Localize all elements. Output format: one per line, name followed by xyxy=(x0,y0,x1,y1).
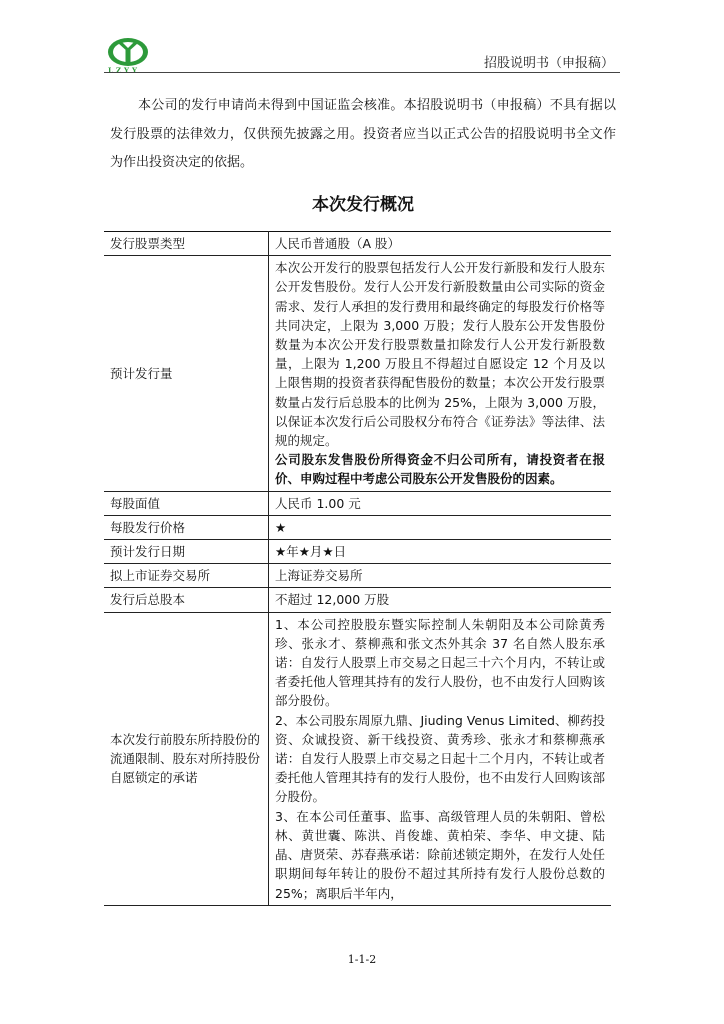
row-label: 每股发行价格 xyxy=(104,515,269,539)
issue-volume-text: 本次公开发行的股票包括发行人公开发行新股和发行人股东公开发售股份。发行人公开发行新股数量由公司实际的资金需求、发行人承担的发行费用和最终确定的每股发行价格等共同决定，上限为 3,000 万股；发行人股东公开发售股份数量为本次公开发行股票数量扣除发行人公开发行新股数量，上限为 1,200 万股且不得超过自愿设定 12 个月及以上限售期的投资者获得配售股份的数量；本次公开发行股票数量占发行后总股本的比例为 25%，上限为 3,000 万股，以保证本次发行后公司股权分布符合《证券法》等法律、法规的规定。 xyxy=(275,260,605,449)
row-value: 人民币 1.00 元 xyxy=(269,491,612,515)
row-value: ★ xyxy=(269,515,612,539)
header-doc-title: 招股说明书（申报稿） xyxy=(483,56,614,71)
table-row xyxy=(104,540,611,564)
table-row xyxy=(104,588,611,612)
section-title: 本次发行概况 xyxy=(312,195,414,215)
logo-text: LZYY xyxy=(108,66,141,75)
row-value: 不超过 12,000 万股 xyxy=(269,588,612,612)
lockup-commitment-item: 2、本公司股东周原九鼎、Jiuding Venus Limited、柳药投资、众诚投资、新干线投资、黄秀珍、张永才和蔡柳燕承诺：自发行人股票上市交易之日起十二个月内，不转让或者委托他人管理其持有的发行人股份，也不由发行人回购该部分股份。 xyxy=(275,712,605,805)
row-value xyxy=(269,612,612,905)
intro-paragraph: 本公司的发行申请尚未得到中国证监会核准。本招股说明书（申报稿）不具有据以发行股票的法律效力，仅供预先披露之用。投资者应当以正式公告的招股说明书全文作为作出投资决定的依据。 xyxy=(110,98,616,170)
table-row xyxy=(104,564,611,588)
row-label: 发行后总股本 xyxy=(104,588,269,612)
table-row xyxy=(104,232,611,256)
row-label: 预计发行日期 xyxy=(104,540,269,564)
row-value: ★年★月★日 xyxy=(269,540,612,564)
lockup-commitment-item: 3、在本公司任董事、监事、高级管理人员的朱朝阳、曾松林、黄世囊、陈洪、肖俊雄、黄柏荣、李华、申文捷、陆晶、唐贤荣、苏春燕承诺：除前述锁定期外，在发行人处任职期间每年转让的股份不超过其所持有发行人股份总数的 25%；离职后半年内， xyxy=(275,808,605,901)
table-row xyxy=(104,491,611,515)
row-label: 拟上市证券交易所 xyxy=(104,564,269,588)
row-value: 人民币普通股（A 股） xyxy=(269,232,612,256)
row-label: 发行股票类型 xyxy=(104,232,269,256)
issue-overview-table xyxy=(104,231,611,906)
row-value: 上海证券交易所 xyxy=(269,564,612,588)
lockup-commitment-item: 1、本公司控股股东暨实际控制人朱朝阳及本公司除黄秀珍、张永才、蔡柳燕和张文杰外其余 37 名自然人股东承诺：自发行人股票上市交易之日起三十六个月内，不转让或者委托他人管理其持有的发行人股份，也不由发行人回购该部分股份。 xyxy=(275,616,605,709)
page-number: 1-1-2 xyxy=(347,953,377,966)
row-label: 每股面值 xyxy=(104,491,269,515)
table-row xyxy=(104,612,611,905)
header-divider xyxy=(104,72,620,73)
table-row xyxy=(104,256,611,491)
table-row xyxy=(104,515,611,539)
issue-volume-note: 公司股东发售股份所得资金不归公司所有，请投资者在报价、申购过程中考虑公司股东公开发售股份的因素。 xyxy=(275,452,605,487)
row-label: 预计发行量 xyxy=(104,256,269,491)
row-value xyxy=(269,256,612,491)
row-label: 本次发行前股东所持股份的流通限制、股东对所持股份自愿锁定的承诺 xyxy=(104,612,269,905)
